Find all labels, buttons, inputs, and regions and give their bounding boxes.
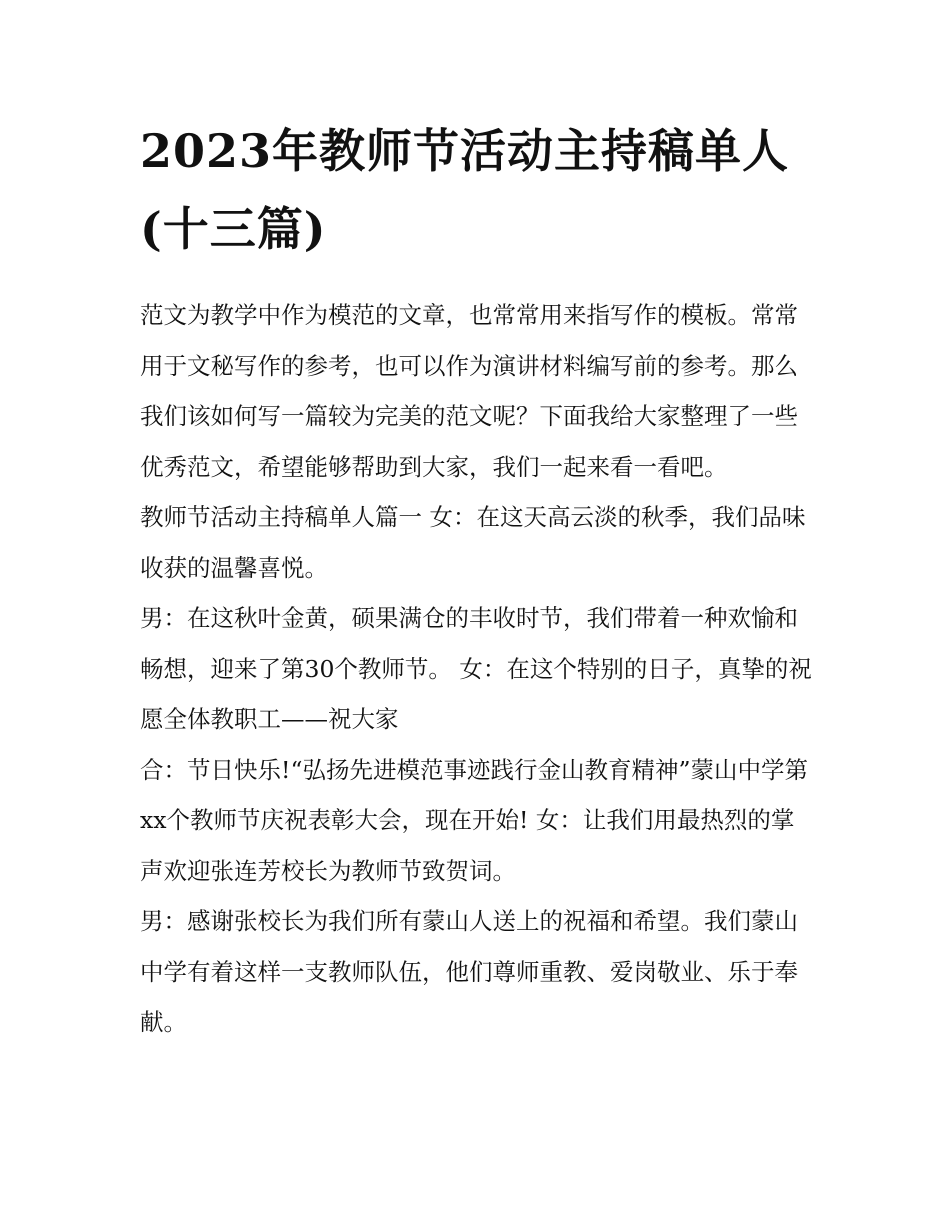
paragraph-3: 合：节日快乐!“弘扬先进模范事迹践行金山教育精神”蒙山中学第xx个教师节庆祝表彰大会，现在开始! 女：让我们用最热烈的掌声欢迎张连芳校长为教师节致贺词。 <box>140 755 808 885</box>
paragraph-intro: 范文为教学中作为模范的文章，也常常用来指写作的模板。常常用于文秘写作的参考，也可以作为演讲材料编写前的参考。那么我们该如何写一篇较为完美的范文呢？下面我给大家整理了一些优秀范文，希望能够帮助到大家，我们一起来看一看吧。 <box>140 301 798 481</box>
paragraph-1: 教师节活动主持稿单人篇一 女：在这天高云淡的秋季，我们品味收获的温馨喜悦。 <box>140 503 806 582</box>
document-title: 2023年教师节活动主持稿单人(十三篇) <box>140 124 790 256</box>
paragraph-2: 男：在这秋叶金黄，硕果满仓的丰收时节，我们带着一种欢愉和畅想，迎来了第30个教师节。 女：在这个特别的日子，真挚的祝愿全体教职工——祝大家 <box>140 604 812 733</box>
paragraph-4: 男：感谢张校长为我们所有蒙山人送上的祝福和希望。我们蒙山中学有着这样一支教师队伍，他们尊师重教、爱岗敬业、乐于奉献。 <box>140 907 798 1036</box>
document-page <box>140 112 815 1048</box>
